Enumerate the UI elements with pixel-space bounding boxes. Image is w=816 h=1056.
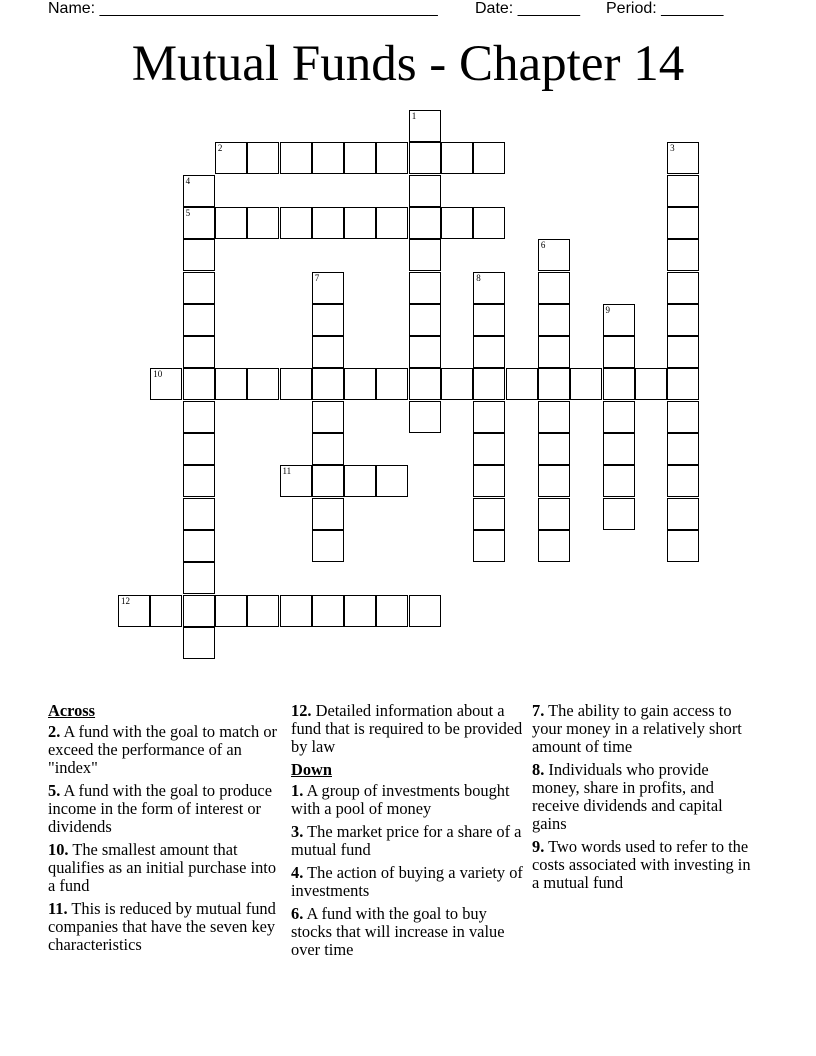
clue-text: A fund with the goal to produce income in the form of interest or dividends [48,781,272,836]
crossword-cell[interactable] [603,433,635,465]
crossword-cell[interactable] [635,368,667,400]
crossword-cell[interactable] [215,368,247,400]
crossword-cell[interactable] [603,304,635,336]
crossword-cell[interactable] [118,595,150,627]
crossword-cell[interactable] [667,239,699,271]
crossword-cell[interactable] [667,336,699,368]
date-field[interactable]: Date: _______ [475,0,580,17]
crossword-cell[interactable] [667,498,699,530]
clue-number: 10. [48,840,69,859]
crossword-cell[interactable] [409,239,441,271]
crossword-cell[interactable] [473,368,505,400]
cell-number: 1 [411,111,417,121]
crossword-cell[interactable] [183,175,215,207]
clue-across-2 [48,723,278,777]
crossword-cell[interactable] [183,465,215,497]
crossword-cell[interactable] [312,336,344,368]
crossword-cell[interactable] [183,595,215,627]
crossword-cell[interactable] [538,368,570,400]
crossword-cell[interactable] [312,465,344,497]
crossword-cell[interactable] [667,272,699,304]
clue-text: The action of buying a variety of investments [291,863,523,900]
crossword-cell[interactable] [538,465,570,497]
clue-number: 4. [291,863,304,882]
crossword-cell[interactable] [376,595,408,627]
crossword-cell[interactable] [441,368,473,400]
crossword-cell[interactable] [409,207,441,239]
crossword-cell[interactable] [409,595,441,627]
crossword-cell[interactable] [312,498,344,530]
clue-across-12 [291,702,523,756]
crossword-cell[interactable] [538,401,570,433]
cell-number: 10 [153,369,163,380]
clue-down-4 [291,864,523,900]
crossword-cell[interactable] [538,304,570,336]
crossword-cell[interactable] [667,465,699,497]
crossword-cell[interactable] [570,368,602,400]
clue-down-6 [291,905,523,959]
crossword-cell[interactable] [409,142,441,174]
crossword-cell[interactable] [183,498,215,530]
clues-column-3 [532,702,754,897]
clue-text: This is reduced by mutual fund companies that have the seven key characteristics [48,899,276,954]
crossword-cell[interactable] [247,142,279,174]
crossword-cell[interactable] [538,433,570,465]
clue-text: The market price for a share of a mutual fund [291,822,522,859]
cell-number: 9 [605,304,610,315]
clue-text: The ability to gain access to your money in a relatively short amount of time [532,701,742,756]
crossword-cell[interactable] [183,207,215,239]
clue-number: 7. [532,701,545,720]
crossword-cell[interactable] [667,142,699,174]
crossword-cell[interactable] [409,272,441,304]
clue-number: 11. [48,899,68,918]
clue-across-5 [48,782,278,836]
crossword-cell[interactable] [312,207,344,239]
clue-number: 12. [291,701,312,720]
crossword-cell[interactable] [215,207,247,239]
crossword-cell[interactable] [473,304,505,336]
cell-number: 6 [540,240,546,251]
crossword-cell[interactable] [280,207,312,239]
crossword-cell[interactable] [376,207,408,239]
crossword-cell[interactable] [376,142,408,174]
crossword-cell[interactable] [506,368,538,400]
crossword-cell[interactable] [473,207,505,239]
clue-text: Two words used to refer to the costs associated with investing in a mutual fund [532,837,751,892]
clue-text: A group of investments bought with a pool of money [291,781,510,818]
crossword-cell[interactable] [280,368,312,400]
crossword-cell[interactable] [667,433,699,465]
clues-column-1 [48,702,278,959]
clue-number: 3. [291,822,304,841]
crossword-cell[interactable] [409,175,441,207]
crossword-cell[interactable] [247,595,279,627]
across-heading: Across [48,701,96,720]
crossword-cell[interactable] [603,401,635,433]
clue-text: A fund with the goal to match or exceed the performance of an "index" [48,722,277,777]
crossword-cell[interactable] [312,304,344,336]
crossword-cell[interactable] [183,627,215,659]
crossword-cell[interactable] [441,207,473,239]
crossword-cell[interactable] [183,433,215,465]
cell-number: 8 [476,272,481,283]
crossword-cell[interactable] [667,175,699,207]
cell-number: 11 [282,466,292,477]
clue-number: 2. [48,722,61,741]
crossword-cell[interactable] [280,465,312,497]
crossword-cell[interactable] [538,336,570,368]
crossword-cell[interactable] [603,368,635,400]
period-field[interactable]: Period: _______ [606,0,724,17]
crossword-cell[interactable] [473,530,505,562]
clue-text: Detailed information about a fund that is required to be provided by law [291,701,523,756]
crossword-cell[interactable] [667,368,699,400]
clue-number: 6. [291,904,304,923]
crossword-cell[interactable] [150,595,182,627]
crossword-cell[interactable] [312,433,344,465]
crossword-cell[interactable] [344,142,376,174]
crossword-cell[interactable] [667,304,699,336]
crossword-cell[interactable] [473,498,505,530]
clue-number: 9. [532,837,545,856]
crossword-cell[interactable] [603,498,635,530]
cell-number: 3 [670,143,675,154]
crossword-cell[interactable] [183,562,215,594]
crossword-cell[interactable] [280,595,312,627]
crossword-cell[interactable] [312,368,344,400]
crossword-cell[interactable] [473,336,505,368]
clue-down-8 [532,761,754,833]
clue-down-3 [291,823,523,859]
crossword-cell[interactable] [344,207,376,239]
clue-down-7 [532,702,754,756]
cell-number: 7 [314,272,320,283]
crossword-cell[interactable] [473,401,505,433]
crossword-cell[interactable] [183,304,215,336]
crossword-cell[interactable] [473,272,505,304]
clue-down-1 [291,782,523,818]
page-title: Mutual Funds - Chapter 14 [131,36,685,92]
crossword-cell[interactable] [538,239,570,271]
crossword-cell[interactable] [312,272,344,304]
crossword-cell[interactable] [667,207,699,239]
crossword-cell[interactable] [280,142,312,174]
clue-down-9 [532,838,754,892]
clue-number: 5. [48,781,61,800]
crossword-cell[interactable] [183,239,215,271]
clue-number: 1. [291,781,304,800]
crossword-cell[interactable] [215,595,247,627]
cell-number: 5 [185,207,191,218]
crossword-cell[interactable] [183,336,215,368]
crossword-cell[interactable] [376,368,408,400]
crossword-cell[interactable] [183,530,215,562]
crossword-cell[interactable] [150,368,182,400]
crossword-cell[interactable] [183,368,215,400]
crossword-cell[interactable] [473,142,505,174]
crossword-cell[interactable] [409,110,441,142]
crossword-cell[interactable] [538,530,570,562]
crossword-cell[interactable] [409,304,441,336]
cell-number: 4 [185,175,191,186]
cell-number: 2 [217,143,223,154]
crossword-cell[interactable] [344,368,376,400]
crossword-cell[interactable] [409,336,441,368]
crossword-cell[interactable] [376,465,408,497]
name-field[interactable]: Name: ______________________________________ [48,0,438,17]
crossword-cell[interactable] [312,142,344,174]
crossword-cell[interactable] [473,433,505,465]
clues-column-2 [291,702,523,964]
crossword-cell[interactable] [312,401,344,433]
crossword-cell[interactable] [312,530,344,562]
down-heading: Down [291,760,332,779]
crossword-cell[interactable] [667,401,699,433]
clue-across-11 [48,900,278,954]
crossword-cell[interactable] [183,401,215,433]
crossword-cell[interactable] [344,595,376,627]
clue-across-10 [48,841,278,895]
crossword-cell[interactable] [667,530,699,562]
clue-text: The smallest amount that qualifies as an initial purchase into a fund [48,840,277,895]
crossword-cell[interactable] [603,465,635,497]
crossword-cell[interactable] [312,595,344,627]
clue-text: A fund with the goal to buy stocks that will increase in value over time [291,904,505,959]
crossword-cell[interactable] [538,272,570,304]
clue-text: Individuals who provide money, share in profits, and receive dividends and capital gains [532,760,723,833]
crossword-cell[interactable] [441,142,473,174]
crossword-cell[interactable] [409,401,441,433]
crossword-cell[interactable] [603,336,635,368]
crossword-cell[interactable] [538,498,570,530]
crossword-cell[interactable] [344,465,376,497]
crossword-cell[interactable] [247,368,279,400]
crossword-cell[interactable] [247,207,279,239]
crossword-cell[interactable] [215,142,247,174]
cell-number: 12 [121,595,130,606]
crossword-cell[interactable] [183,272,215,304]
crossword-cell[interactable] [409,368,441,400]
clue-number: 8. [532,760,545,779]
crossword-cell[interactable] [473,465,505,497]
